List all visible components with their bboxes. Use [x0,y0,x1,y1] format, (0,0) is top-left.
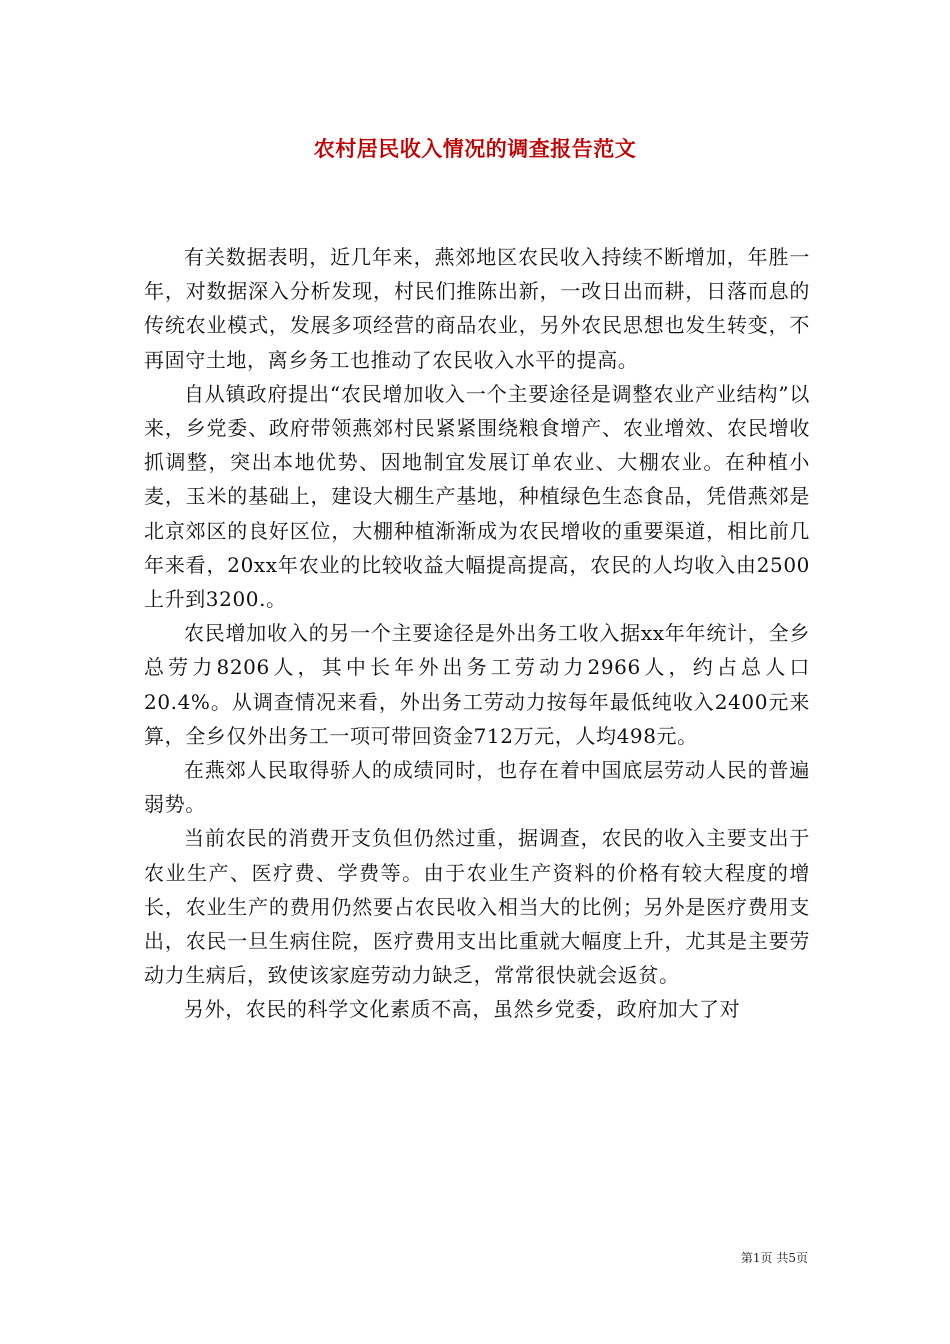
paragraph: 当前农民的消费开支负但仍然过重，据调查，农民的收入主要支出于农业生产、医疗费、学费等。由于农业生产资料的价格有较大程度的增长，农业生产的费用仍然要占农民收入相当大的比例；另外是医疗费用支出，农民一旦生病住院，医疗费用支出比重就大幅度上升，尤其是主要劳动力生病后，致使该家庭劳动力缺乏，常常很快就会返贫。 [144,826,810,988]
paragraph: 农民增加收入的另一个主要途径是外出务工收入据xx年年统计，全乡总劳力8206人，其中长年外出务工劳动力2966人，约占总人口20.4%。从调查情况来看，外出务工劳动力按每年最低纯收入2400元来算，全乡仅外出务工一项可带回资金712万元，人均498元。 [144,621,810,748]
footer-suffix: 页 [795,1251,808,1265]
footer-middle: 页 共 [760,1251,789,1265]
paragraph: 自从镇政府提出“农民增加收入一个主要途径是调整农业产业结构”以来，乡党委、政府带领燕郊村民紧紧围绕粮食增产、农业增效、农民增收抓调整，突出本地优势、因地制宜发展订单农业、大棚农业。在种植小麦，玉米的基础上，建设大棚生产基地，种植绿色生态食品，凭借燕郊是北京郊区的良好区位，大棚种植渐渐成为农民增收的重要渠道，相比前几年来看，20xx年农业的比较收益大幅提高提高，农民的人均收入由2500上升到3200.。 [144,381,810,612]
page-number-footer [741,1249,808,1266]
paragraph: 在燕郊人民取得骄人的成绩同时，也存在着中国底层劳动人民的普遍弱势。 [144,758,810,817]
document-body [144,240,810,1027]
paragraph: 有关数据表明，近几年来，燕郊地区农民收入持续不断增加，年胜一年，对数据深入分析发现，村民们推陈出新，一改日出而耕，日落而息的传统农业模式，发展多项经营的商品农业，另外农民思想也发生转变，不再固守土地，离乡务工也推动了农民收入水平的提高。 [144,245,810,372]
footer-prefix: 第 [740,1251,753,1265]
paragraph: 另外，农民的科学文化素质不高，虽然乡党委，政府加大了对 [184,997,741,1022]
document-title: 农村居民收入情况的调查报告范文 [313,136,637,161]
footer-current-page: 1 [752,1251,761,1265]
footer-total-pages: 5 [788,1251,796,1265]
